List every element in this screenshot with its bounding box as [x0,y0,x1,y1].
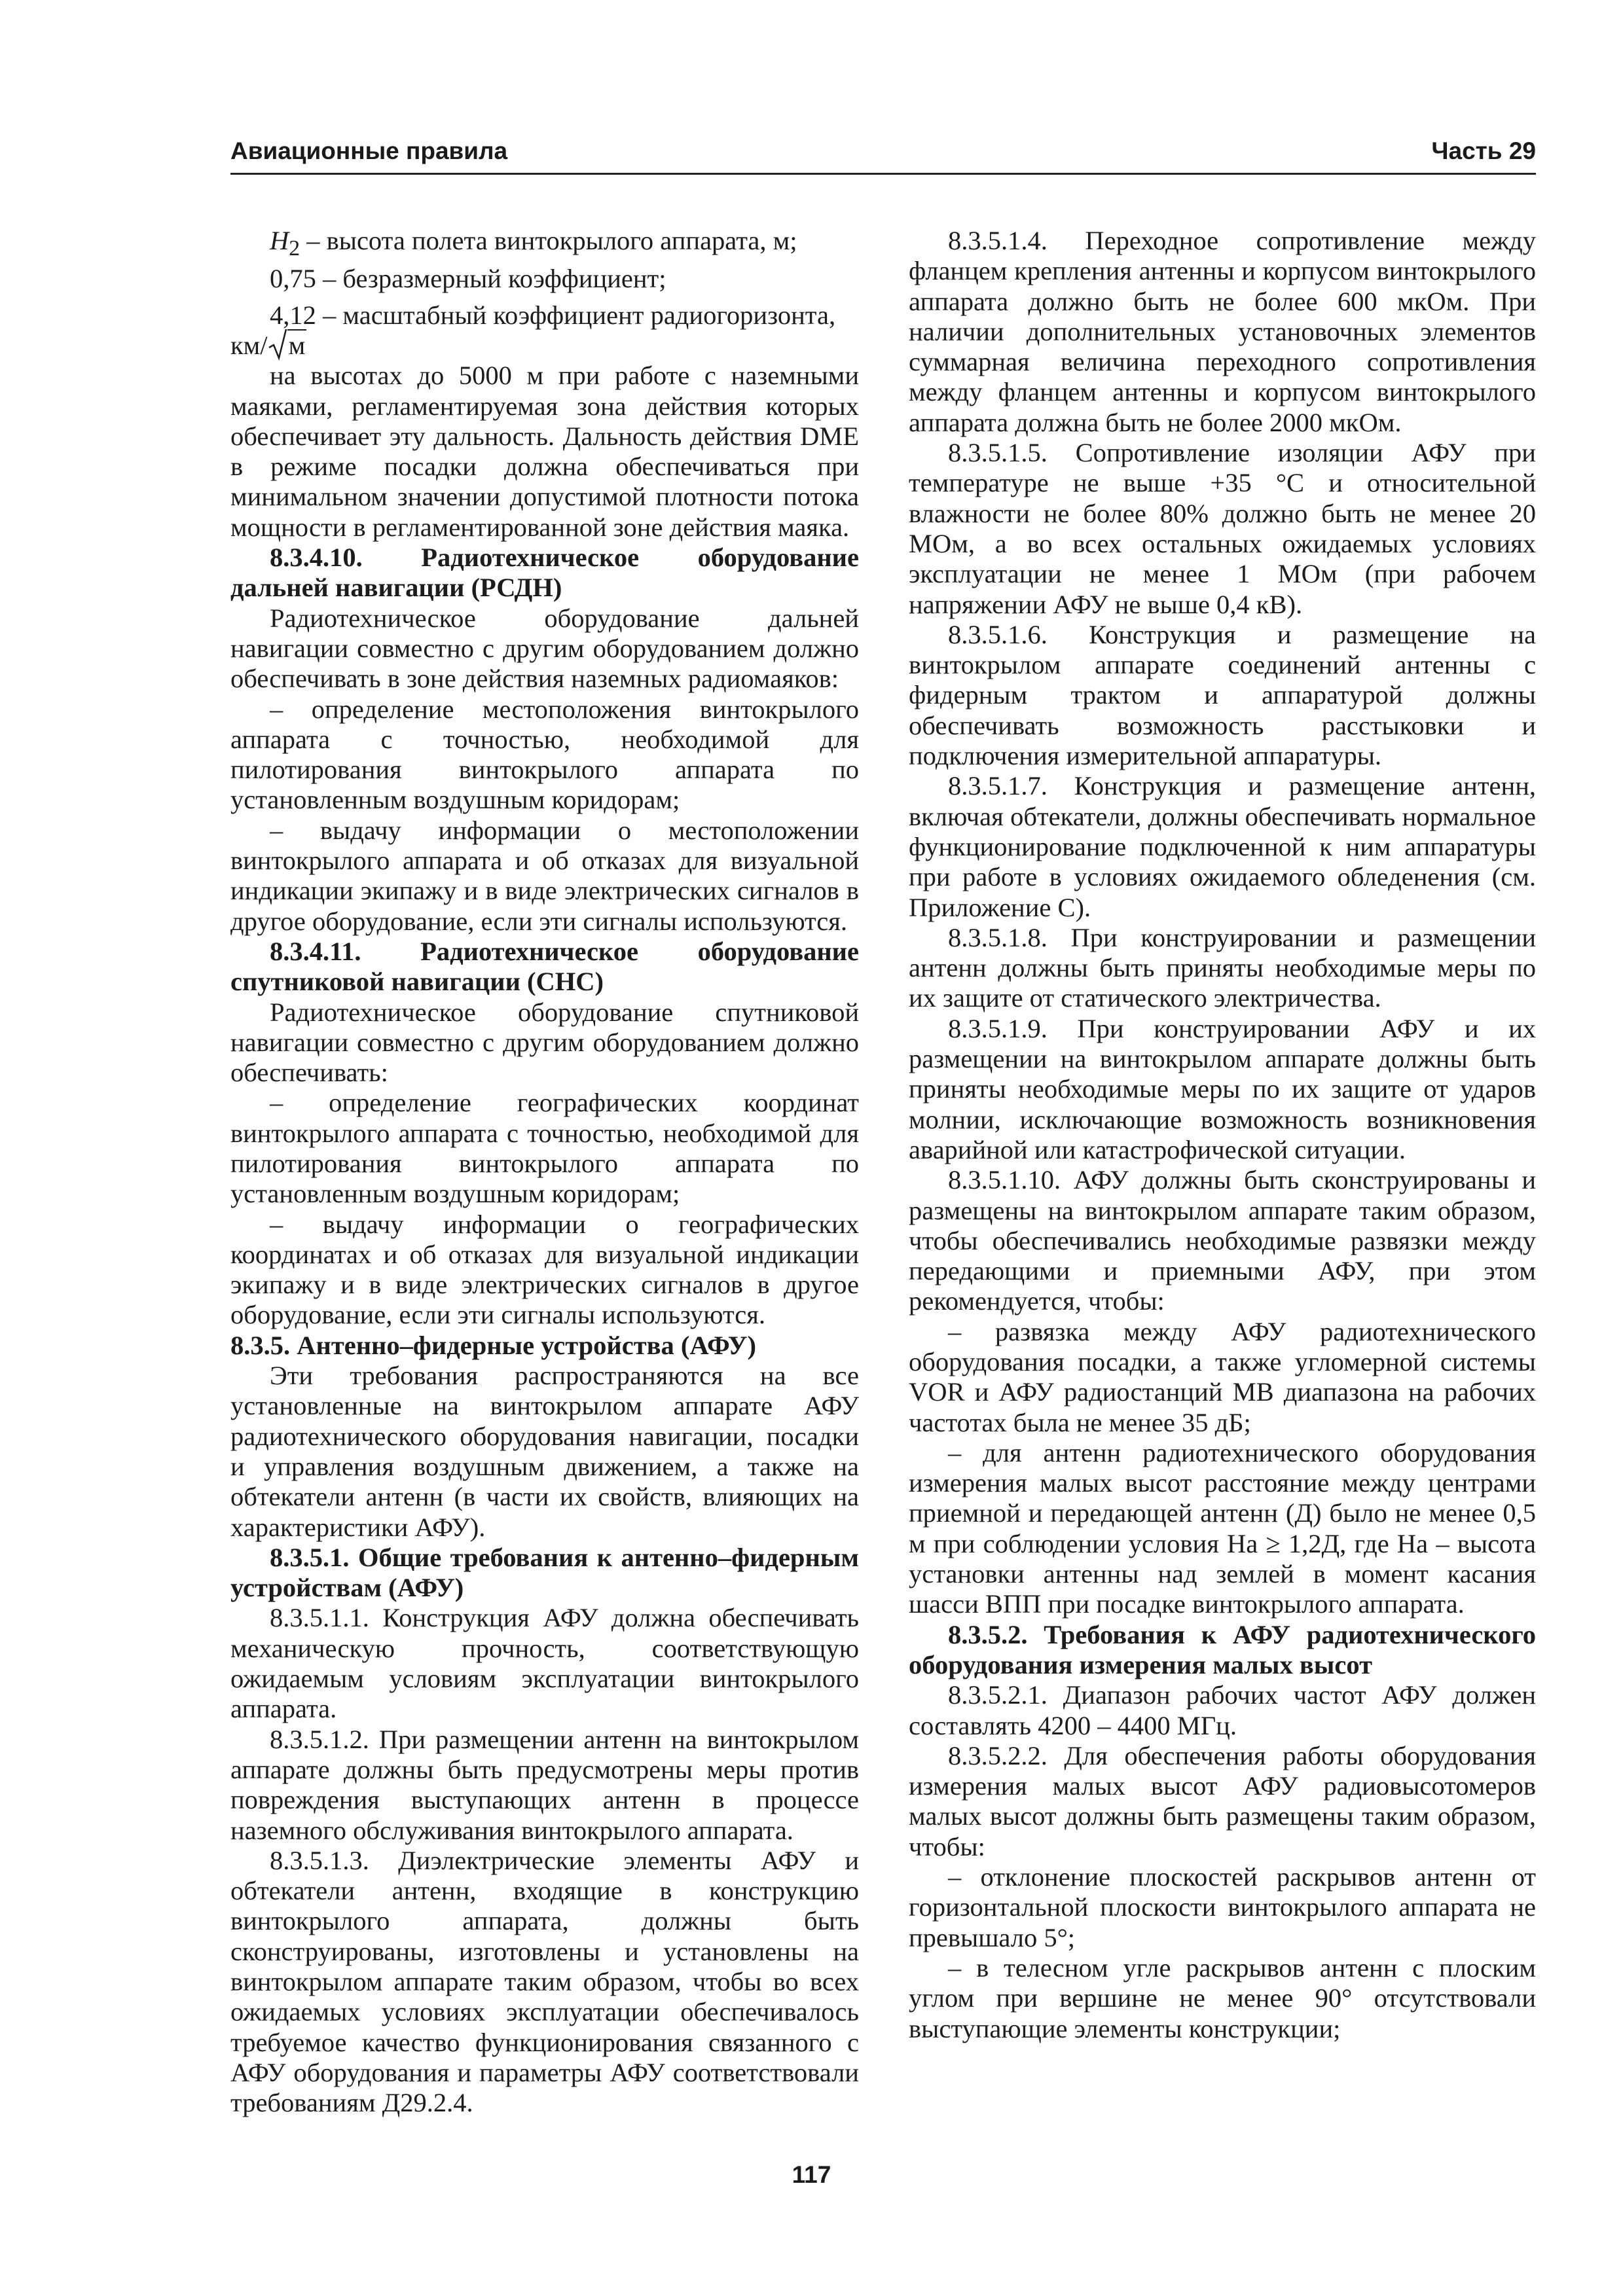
variable-definition: 4,12 – масштабный коэффициент радиогоризонта, [270,300,836,330]
paragraph: 8.3.5.2.2. Для обеспечения работы оборудования измерения малых высот АФУ радиовысотомеров малых высот должны быть размещены таким образом, чтобы: [909,1740,1536,1861]
header-part: Часть 29 [1431,137,1536,164]
paragraph: – выдачу информации о местоположении винтокрылого аппарата и об отказах для визуальной индикации экипажу и в виде электрических сигналов в другое оборудование, если эти сигналы используются. [230,815,859,936]
paragraph: на высотах до 5000 м при работе с наземными маяками, регламентируемая зона действия которых обеспечивает эту дальность. Дальность действия DME в режиме посадки должна обеспечиваться при минимальном значении допустимой плотности потока мощности в регламентированной зоне действия маяка. [230,361,859,542]
variable-subscript: 2 [289,236,301,261]
page-number: 117 [792,2161,831,2188]
paragraph: – для антенн радиотехнического оборудования измерения малых высот расстояние между центрами приемной и передающей антенн (Д) было не менее 0,5 м при соблюдении условия Hа ≥ 1,2Д, где Hа – высота установки антенны над землей в момент касания шасси ВПП при посадке винтокрылого аппарата. [909,1437,1536,1619]
running-header [230,137,1536,177]
unit-prefix: км/ [230,330,268,360]
section-heading: 8.3.5.2. Требования к АФУ радиотехнического оборудования измерения малых высот [909,1619,1536,1679]
paragraph: 8.3.5.1.8. При конструировании и размещении антенн должны быть приняты необходимые меры по их защите от статического электричества. [909,922,1536,1013]
paragraph: 8.3.5.1.9. При конструировании АФУ и их размещении на винтокрылом аппарате должны быть приняты необходимые меры по их защите от ударов молнии, исключающие возможность возникновения аварийной или катастрофической ситуации. [909,1013,1536,1164]
header-divider [230,173,1536,175]
paragraph: – выдачу информации о географических координатах и об отказах для визуальной индикации экипажу и в виде электрических сигналов в другое оборудование, если эти сигналы используются. [230,1209,859,1330]
paragraph: 8.3.5.1.3. Диэлектрические элементы АФУ и обтекатели антенн, входящие в конструкцию винтокрылого аппарата, должны быть сконструированы, изготовлены и установлены на винтокрылом аппарате таким образом, чтобы во всех ожидаемых условиях эксплуатации обеспечивалось требуемое качество функционирования связанного с АФУ оборудования и параметры АФУ соответствовали требованиям Д29.2.4. [230,1845,859,2118]
paragraph: 8.3.5.1.4. Переходное сопротивление между фланцем крепления антенны и корпусом винтокрылого аппарата должно быть не более 600 мкОм. При наличии дополнительных установочных элементов суммарная величина переходного сопротивления между фланцем антенны и корпусом винтокрылого аппарата должна быть не более 2000 мкОм. [909,226,1536,437]
paragraph: 8.3.5.1.1. Конструкция АФУ должна обеспечивать механическую прочность, соответствующую ожидаемым условиям эксплуатации винтокрылого аппарата. [230,1603,859,1724]
paragraph: Радиотехническое оборудование дальней навигации совместно с другим оборудованием должно обеспечивать в зоне действия наземных радиомаяков: [230,603,859,694]
paragraph: – отклонение плоскостей раскрывов антенн от горизонтальной плоскости винтокрылого аппарата не превышало 5°; [909,1862,1536,1952]
paragraph: Радиотехническое оборудование спутниковой навигации совместно с другим оборудованием должно обеспечивать: [230,997,859,1088]
variable-symbol: H [270,226,289,255]
section-heading: 8.3.5.1. Общие требования к антенно–фидерным устройствам (АФУ) [230,1542,859,1603]
square-root-symbol [268,331,307,361]
paragraph: 8.3.5.1.10. АФУ должны быть сконструированы и размещены на винтокрылом аппарате таким образом, чтобы обеспечивались необходимые развязки между передающими и приемными АФУ, при этом рекомендуется, чтобы: [909,1165,1536,1316]
paragraph: 8.3.5.1.7. Конструкция и размещение антенн, включая обтекатели, должны обеспечивать нормальное функционирование подключенной к ним аппаратуры при работе в условиях ожидаемого обледенения (см. Приложение С). [909,771,1536,922]
paragraph: – определение местоположения винтокрылого аппарата с точностью, необходимой для пилотирования винтокрылого аппарата по установленным воздушным коридорам; [230,694,859,815]
definition-text: – высота полета винтокрылого аппарата, м; [300,226,797,255]
paragraph: 8.3.5.1.5. Сопротивление изоляции АФУ при температуре не выше +35 °С и относительной влажности не более 80% должно быть не менее 20 МОм, а во всех остальных ожидаемых условиях эксплуатации не менее 1 МОм (при рабочем напряжении АФУ не выше 0,4 кВ). [909,438,1536,619]
section-heading: 8.3.4.10. Радиотехническое оборудование дальней навигации (РСДН) [230,543,859,603]
square-root-argument: м [288,330,306,360]
variable-definition: 0,75 – безразмерный коэффициент; [270,264,666,294]
header-title: Авиационные правила [230,137,508,164]
paragraph: 8.3.5.2.1. Диапазон рабочих частот АФУ должен составлять 4200 – 4400 МГц. [909,1680,1536,1740]
paragraph: – определение географических координат винтокрылого аппарата с точностью, необходимой для пилотирования винтокрылого аппарата по установленным воздушным коридорам; [230,1088,859,1209]
unit-expression [230,331,859,361]
section-heading: 8.3.4.11. Радиотехническое оборудование спутниковой навигации (СНС) [230,936,859,997]
paragraph: – в телесном угле раскрывов антенн с плоским углом при вершине не менее 90° отсутствовали выступающие элементы конструкции; [909,1952,1536,2043]
paragraph: 8.3.5.1.2. При размещении антенн на винтокрылом аппарате должны быть предусмотрены меры против повреждения выступающих антенн в процессе наземного обслуживания винтокрылого аппарата. [230,1724,859,1845]
variable-definition [230,226,859,264]
paragraph: Эти требования распространяются на все установленные на винтокрылом аппарате АФУ радиотехнического оборудования навигации, посадки и управления воздушным движением, а также на обтекатели антенн (в части их свойств, влияющих на характеристики АФУ). [230,1361,859,1542]
left-column [230,226,859,2119]
paragraph: 8.3.5.1.6. Конструкция и размещение на винтокрылом аппарате соединений антенны с фидерным трактом и аппаратурой должны обеспечивать возможность расстыковки и подключения измерительной аппаратуры. [909,619,1536,771]
right-column [909,226,1536,2044]
paragraph: – развязка между АФУ радиотехнического оборудования посадки, а также угломерной системы VOR и АФУ радиостанций МВ диапазона на рабочих частотах была не менее 35 дБ; [909,1316,1536,1437]
section-heading: 8.3.5. Антенно–фидерные устройства (АФУ) [230,1330,756,1360]
